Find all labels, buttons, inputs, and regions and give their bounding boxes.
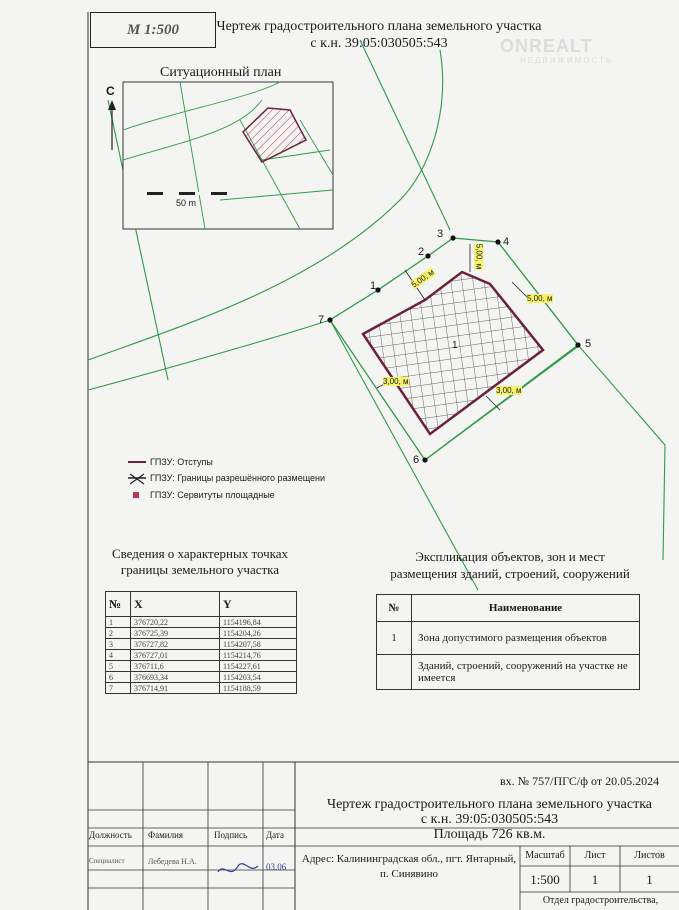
stamp-ref: вх. № 757/ПГС/ф от 20.05.2024 — [500, 774, 660, 788]
cell-number: 2 — [106, 628, 131, 639]
cell-number — [377, 655, 412, 690]
explication-title-line-2: размещения зданий, строений, сооружений — [390, 566, 630, 581]
stamp-sheets-head: Листов — [634, 850, 665, 861]
cell-x: 376693,34 — [131, 672, 220, 683]
cell-x: 376727,82 — [131, 639, 220, 650]
cell-x: 376711,6 — [131, 661, 220, 672]
table-header-row — [377, 595, 640, 622]
explication-title-line-1: Экспликация объектов, зон и мест — [415, 549, 605, 564]
cell-y: 1154188,59 — [220, 683, 297, 694]
legend-easements: ГПЗУ: Сервитуты площадные — [150, 490, 275, 500]
cell-y: 1154196,84 — [220, 617, 297, 628]
watermark: ONREALT — [500, 36, 593, 56]
cell-number: 3 — [106, 639, 131, 650]
situational-plan-title: Ситуационный план — [160, 65, 282, 80]
coords-title-line-2: границы земельного участка — [120, 562, 280, 577]
table-row — [106, 617, 297, 628]
stamp-title — [300, 797, 679, 842]
stamp-date: 03.06 — [266, 862, 287, 872]
table-row — [106, 639, 297, 650]
stamp-col-position: Должность — [89, 830, 132, 840]
cell-number: 5 — [106, 661, 131, 672]
cell-y: 1154227,61 — [220, 661, 297, 672]
stamp-title-line-2: с к.н. 39:05:030505:543 — [420, 812, 559, 827]
point-label-7: 7 — [318, 314, 325, 326]
explication-table — [376, 594, 640, 690]
col-y: Y — [220, 592, 297, 617]
stamp-scale-head: Масштаб — [525, 850, 565, 861]
cell-number: 1 — [377, 622, 412, 655]
col-name: Наименование — [412, 595, 640, 622]
setback-label: 5,00, м — [474, 243, 484, 270]
cell-y: 1154214,76 — [220, 650, 297, 661]
table-row — [106, 672, 297, 683]
stamp-col-date: Дата — [266, 830, 284, 840]
col-number: № — [377, 595, 412, 622]
title-line-2: с к.н. 39:05:030505:543 — [310, 36, 448, 51]
cell-number: 4 — [106, 650, 131, 661]
legend-permitted-boundaries: ГПЗУ: Границы разрешённого размещени — [150, 473, 326, 483]
table-row — [106, 683, 297, 694]
table-row — [377, 622, 640, 655]
cell-y: 1154207,58 — [220, 639, 297, 650]
cell-y: 1154203,54 — [220, 672, 297, 683]
col-number: № — [106, 592, 131, 617]
stamp-scale: 1:500 — [530, 872, 560, 887]
scale-bar-label: 50 m — [176, 198, 197, 208]
point-label-2: 2 — [418, 246, 425, 258]
stamp-sheets: 1 — [646, 872, 653, 887]
setback-label: 3,00, м — [383, 377, 409, 386]
coords-title-line-1: Сведения о характерных точках — [111, 546, 289, 561]
legend-setbacks: ГПЗУ: Отступы — [150, 457, 213, 467]
title-line-1: Чертеж градостроительного плана земельного участка — [216, 19, 542, 34]
stamp-surname: Лебедева Н.А. — [148, 857, 197, 866]
point-label-5: 5 — [585, 338, 592, 350]
cell-x: 376720,22 — [131, 617, 220, 628]
table-row — [106, 628, 297, 639]
explication-title — [370, 548, 650, 582]
stamp-col-sign: Подпись — [214, 830, 248, 840]
setback-label: 5,00, м — [409, 267, 436, 290]
table-row — [106, 661, 297, 672]
cell-name: Зданий, строений, сооружений на участке не имеется — [412, 655, 640, 690]
point-label-1: 1 — [370, 280, 377, 292]
table-row — [377, 655, 640, 690]
table-header-row — [106, 592, 297, 617]
stamp-position: Специалист — [89, 857, 125, 865]
setback-label: 3,00, м — [496, 386, 522, 395]
stamp-area: Площадь 726 кв.м. — [433, 827, 546, 842]
cell-number: 6 — [106, 672, 131, 683]
coords-table — [105, 591, 297, 694]
table-row — [106, 650, 297, 661]
stamp-address-line-1: Адрес: Калининградская обл., пгт. Янтарный, — [301, 853, 517, 865]
zone-label: 1 — [452, 340, 458, 351]
stamp-dept: Отдел градостроительства, — [542, 895, 659, 906]
stamp-col-surname: Фамилия — [148, 830, 184, 840]
cell-y: 1154204,26 — [220, 628, 297, 639]
cell-x: 376725,39 — [131, 628, 220, 639]
cell-x: 376714,91 — [131, 683, 220, 694]
point-label-4: 4 — [503, 236, 510, 248]
point-label-6: 6 — [413, 454, 420, 466]
scale-label: М 1:500 — [126, 21, 180, 38]
cell-x: 376727,01 — [131, 650, 220, 661]
setback-label: 5,00, м — [527, 294, 553, 303]
coords-title — [100, 546, 300, 578]
point-label-3: 3 — [437, 228, 444, 240]
stamp-address — [298, 852, 520, 882]
stamp-sheet: 1 — [591, 872, 599, 887]
cell-number: 1 — [106, 617, 131, 628]
stamp-title-line-1: Чертеж градостроительного плана земельного участка — [326, 797, 652, 812]
stamp-address-line-2: п. Синявино — [379, 868, 439, 880]
stamp-sheet-head: Лист — [584, 850, 606, 861]
cell-number: 7 — [106, 683, 131, 694]
col-x: X — [131, 592, 220, 617]
north-label: С — [106, 84, 115, 98]
cell-name: Зона допустимого размещения объектов — [412, 622, 640, 655]
watermark-sub: НЕДВИЖИМОСТЬ — [520, 56, 614, 65]
